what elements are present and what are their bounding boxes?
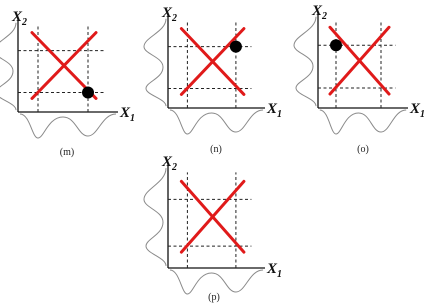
y-distribution-curve [294, 17, 316, 106]
x-axis-label: $X_1$ [267, 261, 283, 280]
x-distribution-curve [170, 270, 263, 294]
x-axis-label: $X_1$ [410, 101, 426, 120]
y-axis-label: $X_2$ [12, 9, 28, 28]
y-distribution-curve [0, 23, 16, 110]
x-distribution-curve [320, 110, 406, 134]
y-distribution-curve [144, 168, 166, 266]
y-distribution-curve [144, 19, 166, 106]
sample-point-marker [82, 86, 94, 98]
x-axis-label: $X_1$ [120, 105, 136, 124]
y-axis-label: $X_2$ [162, 5, 178, 24]
sample-point-marker [330, 39, 342, 51]
panel-caption: (p) [208, 292, 220, 303]
panel-caption: (m) [59, 147, 75, 158]
panel-p [144, 154, 282, 303]
y-axis-label: $X_2$ [162, 154, 178, 173]
y-axis-label: $X_2$ [312, 3, 328, 22]
x-axis-label: $X_1$ [267, 101, 283, 120]
x-distribution-curve [170, 110, 263, 134]
panel-caption: (n) [210, 144, 222, 155]
panel-o [294, 3, 425, 155]
panel-m [0, 9, 135, 158]
panel-n [144, 5, 282, 155]
sample-point-marker [230, 41, 242, 53]
x-distribution-curve [20, 114, 116, 138]
panel-caption: (o) [357, 144, 369, 155]
